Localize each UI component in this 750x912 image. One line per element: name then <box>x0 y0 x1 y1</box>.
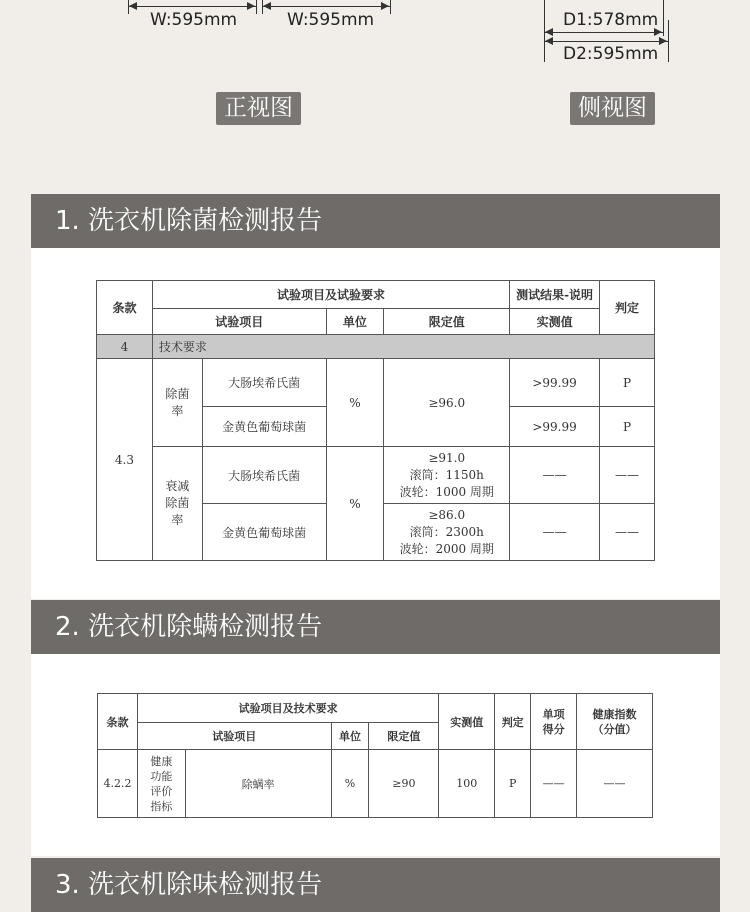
header-test-item: 试验项目 <box>152 309 326 335</box>
judgement-cell: P <box>600 359 655 407</box>
header-health-index: 健康指数 （分值） <box>577 694 653 750</box>
unit-cell: % <box>326 447 384 561</box>
header-limit: 限定值 <box>369 723 439 750</box>
unit-cell: % <box>331 750 369 818</box>
health-index-cell: —— <box>577 750 653 818</box>
measured-cell: >99.99 <box>510 359 600 407</box>
judgement-cell: P <box>600 407 655 447</box>
judgement-cell: P <box>495 750 531 818</box>
group-attenuated-sterilization-rate: 衰减 除菌 率 <box>152 447 202 561</box>
front-view-label: 正视图 <box>216 92 301 125</box>
limit-cell: ≥91.0 滚筒：1150h 波轮：1000 周期 <box>384 447 510 504</box>
measured-cell: >99.99 <box>510 407 600 447</box>
header-limit: 限定值 <box>384 309 510 335</box>
section-name: 技术要求 <box>152 335 654 359</box>
judgement-cell: —— <box>600 504 655 561</box>
side-depth-label-2: D2:595mm <box>563 44 659 64</box>
header-item-score: 单项 得分 <box>531 694 577 750</box>
section-number: 4 <box>97 335 153 359</box>
measured-cell: —— <box>510 504 600 561</box>
section-title-mite-removal: 2. 洗衣机除螨检测报告 <box>31 600 720 654</box>
header-items-requirements: 试验项目及技术要求 <box>137 694 438 723</box>
mite-removal-report-table <box>97 693 653 818</box>
front-width-label-2: W:595mm <box>287 10 375 30</box>
header-test-item: 试验项目 <box>137 723 331 750</box>
limit-cell: ≥86.0 滚筒：2300h 波轮：2000 周期 <box>384 504 510 561</box>
header-measured: 实测值 <box>510 309 600 335</box>
clause-number: 4.2.2 <box>98 750 138 818</box>
group-sterilization-rate: 除菌 率 <box>152 359 202 447</box>
table-row-item: 金黄色葡萄球菌 <box>202 504 326 561</box>
table-row-item: 大肠埃希氏菌 <box>202 447 326 504</box>
measured-cell: —— <box>510 447 600 504</box>
score-cell: —— <box>531 750 577 818</box>
front-width-label-1: W:595mm <box>150 10 238 30</box>
section-title-deodorization: 3. 洗衣机除味检测报告 <box>31 858 720 912</box>
header-judgement: 判定 <box>495 694 531 750</box>
side-view-label: 侧视图 <box>570 92 655 125</box>
measured-cell: 100 <box>439 750 495 818</box>
table-row-item: 除螨率 <box>185 750 331 818</box>
header-measured: 实测值 <box>439 694 495 750</box>
header-clause: 条款 <box>98 694 138 750</box>
header-judgement: 判定 <box>600 281 655 335</box>
header-clause: 条款 <box>97 281 153 335</box>
judgement-cell: —— <box>600 447 655 504</box>
limit-cell: ≥90 <box>369 750 439 818</box>
unit-cell: % <box>326 359 384 447</box>
header-unit: 单位 <box>326 309 384 335</box>
header-unit: 单位 <box>331 723 369 750</box>
header-items-requirements: 试验项目及试验要求 <box>152 281 509 309</box>
clause-number: 4.3 <box>97 359 153 561</box>
sterilization-report-table <box>96 280 655 561</box>
table-row-item: 金黄色葡萄球菌 <box>202 407 326 447</box>
limit-cell: ≥96.0 <box>384 359 510 447</box>
table-row-item: 大肠埃希氏菌 <box>202 359 326 407</box>
section-title-sterilization: 1. 洗衣机除菌检测报告 <box>31 194 720 248</box>
header-result: 测试结果-说明 <box>510 281 600 309</box>
category-cell: 健康 功能 评价 指标 <box>137 750 185 818</box>
side-depth-label-1: D1:578mm <box>563 10 659 30</box>
